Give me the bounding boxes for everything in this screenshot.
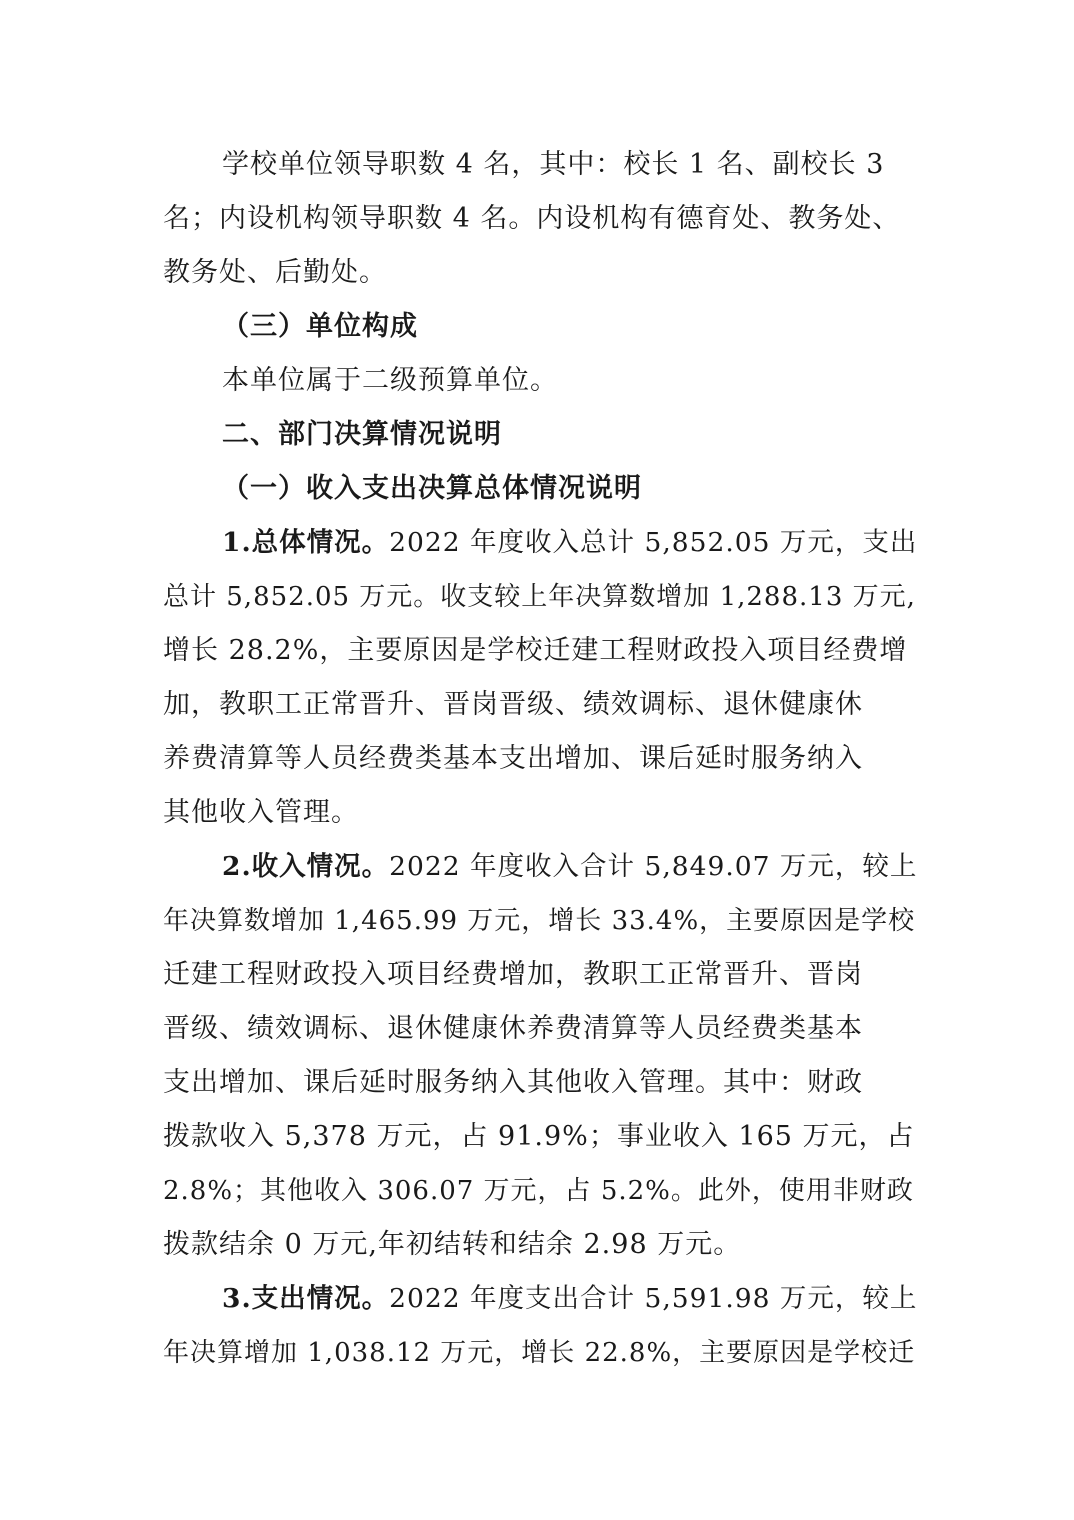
paragraph-lead: 2.收入情况。 <box>222 851 390 882</box>
text-line: 名；内设机构领导职数 4 名。内设机构有德育处、教务处、 <box>163 203 901 234</box>
text-line: 养费清算等人员经费类基本支出增加、课后延时服务纳入 <box>163 743 863 774</box>
text-line: 学校单位领导职数 4 名，其中：校长 1 名、副校长 3 <box>222 149 885 180</box>
text-line: 拨款结余 0 万元,年初结转和结余 2.98 万元。 <box>163 1229 742 1260</box>
paragraph-text: 2022 年度支出合计 5,591.98 万元，较上 <box>389 1283 918 1314</box>
paragraph-first-line <box>222 847 917 887</box>
section-heading: （三）单位构成 <box>222 311 418 342</box>
section-heading: 二、部门决算情况说明 <box>222 419 502 450</box>
paragraph-lead: 3.支出情况。 <box>222 1283 390 1314</box>
text-line: 年决算数增加 1,465.99 万元，增长 33.4%，主要原因是学校 <box>163 906 916 936</box>
paragraph-first-line <box>222 1279 917 1319</box>
paragraph-lead: 1.总体情况。 <box>222 527 390 558</box>
paragraph-text: 2022 年度收入合计 5,849.07 万元，较上 <box>389 851 918 882</box>
text-line: 2.8%；其他收入 306.07 万元，占 5.2%。此外，使用非财政 <box>163 1176 914 1206</box>
text-line: 年决算增加 1,038.12 万元，增长 22.8%，主要原因是学校迁 <box>163 1338 916 1368</box>
text-line: 教务处、后勤处。 <box>163 257 387 288</box>
text-line: 总计 5,852.05 万元。收支较上年决算数增加 1,288.13 万元, <box>163 582 916 612</box>
text-line: 拨款收入 5,378 万元，占 91.9%；事业收入 165 万元，占 <box>163 1121 915 1152</box>
section-heading: （一）收入支出决算总体情况说明 <box>222 473 642 504</box>
text-line: 增长 28.2%，主要原因是学校迁建工程财政投入项目经费增 <box>163 635 908 666</box>
text-line: 加，教职工正常晋升、晋岗晋级、绩效调标、退休健康休 <box>163 689 863 720</box>
text-line: 支出增加、课后延时服务纳入其他收入管理。其中：财政 <box>163 1067 863 1098</box>
text-line: 其他收入管理。 <box>163 797 359 828</box>
paragraph-first-line <box>222 523 917 563</box>
paragraph-text: 2022 年度收入总计 5,852.05 万元，支出 <box>389 527 918 558</box>
text-line: 晋级、绩效调标、退休健康休养费清算等人员经费类基本 <box>163 1013 863 1044</box>
text-line: 迁建工程财政投入项目经费增加，教职工正常晋升、晋岗 <box>163 959 863 990</box>
text-line: 本单位属于二级预算单位。 <box>222 365 558 396</box>
